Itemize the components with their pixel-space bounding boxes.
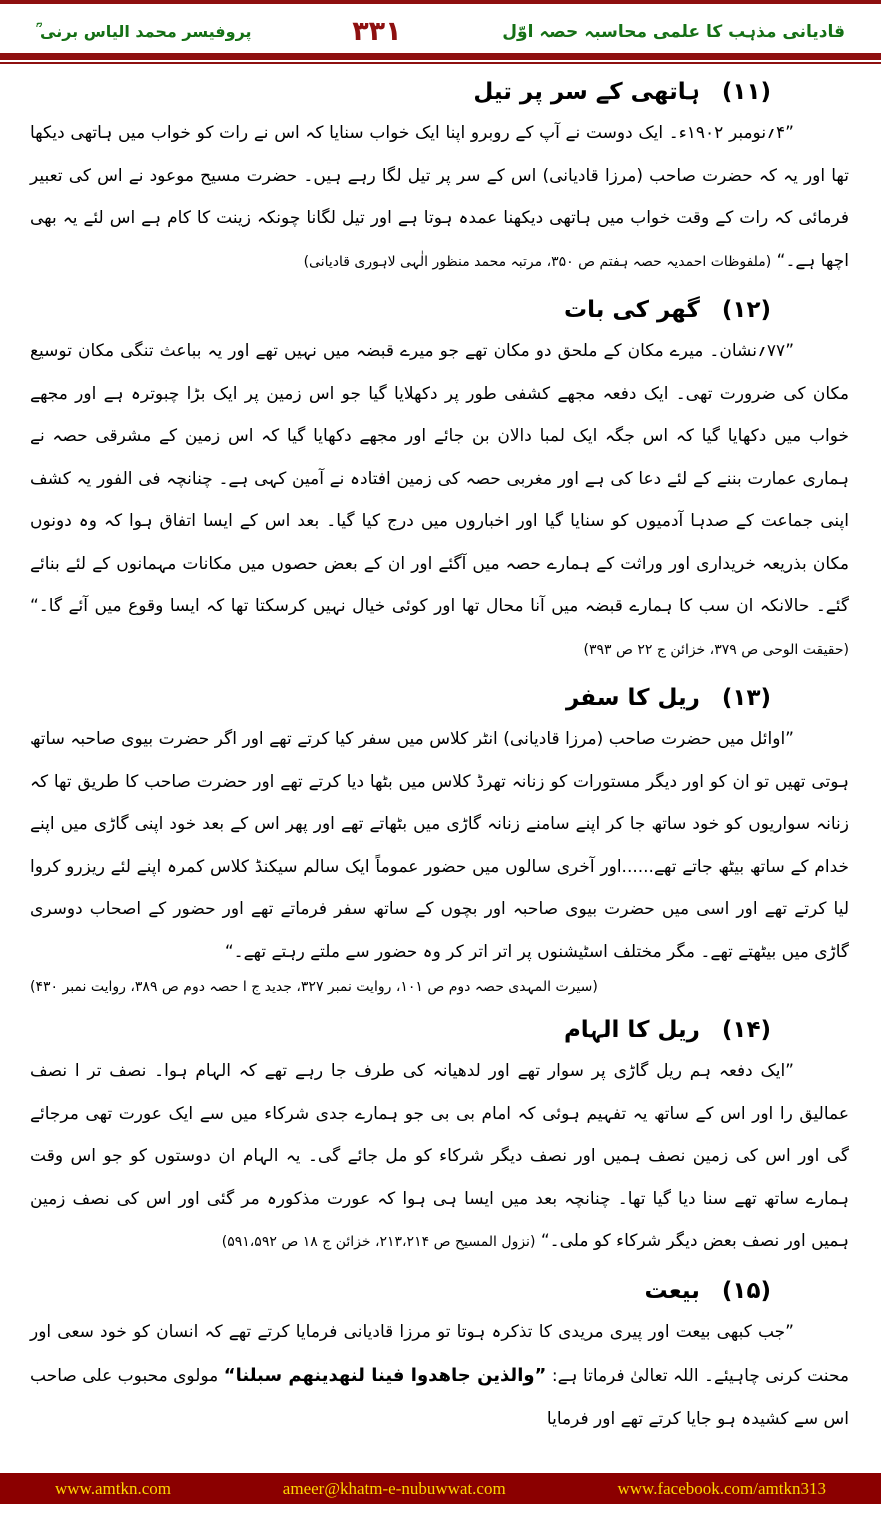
section-body	[30, 112, 849, 282]
section-title: بیعت	[644, 1277, 700, 1304]
book-title: قادیانی مذہب کا علمی محاسبہ حصہ اوّل	[502, 22, 845, 42]
section-number: (۱۴)	[721, 1017, 771, 1044]
section-body	[30, 1311, 849, 1441]
page-header	[0, 4, 881, 51]
section-15-bait	[30, 1278, 849, 1441]
website-link[interactable]: www.amtkn.com	[55, 1478, 171, 1498]
section-heading	[30, 79, 849, 105]
author-name: پروفیسر محمد الیاس برنی ؒ	[36, 21, 252, 41]
section-heading	[30, 1278, 849, 1304]
facebook-link[interactable]: www.facebook.com/amtkn313	[617, 1478, 826, 1498]
page-content	[0, 79, 881, 1441]
quoted-passage: ”جب کبھی بیعت اور پیری مریدی کا تذکرہ ہوتا تو مرزا قادیانی فرمایا کرتے تھے کہ انسان کو خود سعی اور محنت کرنی چاہیئے۔ اللہ تعالیٰ فرماتا ہے:	[30, 1321, 850, 1387]
source-citation: (حقیقت الوحی ص ۳۷۹، خزائن ج ۲۲ ص ۳۹۳)	[583, 641, 849, 658]
quoted-passage-continued: مولوی محبوب علی صاحب اس سے کشیدہ ہو جایا کرتے تھے اور فرمایا	[30, 1366, 849, 1430]
quoted-passage: ”ایک دفعہ ہم ریل گاڑی پر سوار تھے اور لدھیانہ کی طرف جا رہے تھے کہ الہام ہوا۔ نصف تر ا نصف عمالیق را اور اس کے ساتھ یہ تفہیم ہوئی کہ امام بی بی جو ہمارے جدی شرکاء میں سے ایک عورت تھی مرجائے گی اور اس کی زمین نصف ہمیں اور نصف دیگر شرکاء کو مل جائے گی۔ یہ الہام ان دوستوں کو جو اس وقت ہمارے ساتھ تھے سنا دیا گیا تھا۔ چنانچہ بعد میں ایسا ہی ہوا کہ عورت مذکورہ مر گئی اور اس کی نصف زمین ہمیں اور نصف بعض دیگر شرکاء کو ملی۔“	[30, 1061, 849, 1252]
section-12-house-matter	[30, 297, 849, 670]
section-title: گھر کی بات	[563, 297, 700, 323]
section-heading	[30, 685, 849, 711]
section-heading	[30, 297, 849, 323]
header-divider	[0, 53, 881, 64]
section-body	[30, 718, 849, 973]
footer-bar	[0, 1473, 881, 1504]
divider-thick-line	[0, 53, 881, 60]
source-citation: (ملفوظات احمدیہ حصہ ہفتم ص ۳۵۰، مرتبہ محمد منظور الٰہی لاہوری قادیانی)	[303, 253, 772, 270]
quoted-passage: ”۷۷؍نشان۔ میرے مکان کے ملحق دو مکان تھے جو میرے قبضہ میں نہیں تھے اور یہ بباعث تنگی مکان توسیع مکان کی ضرورت تھی۔ ایک دفعہ مجھے کشفی طور پر دکھلایا گیا جو اس زمین پر ایک بڑا چبوترہ ہے اور مجھے خواب میں دکھایا گیا کہ اس جگہ ایک لمبا دالان بن جائے اور مجھے دکھایا گیا کہ اس زمین کے مشرقی حصہ نے ہماری عمارت بننے کے لئے دعا کی ہے اور مغربی حصہ کی زمین افتادہ نے آمین کہی ہے۔ چنانچہ فی الفور یہ کشف اپنی جماعت کے صدہا آدمیوں کو سنایا گیا اور اخباروں میں درج کیا گیا۔ بعد اس کے ایسا اتفاق ہوا کہ وہ دونوں مکان بذریعہ خریداری اور وراثت کے ہمارے حصہ میں آگئے اور ان کے بعض حصوں میں مکانات مہمانوں کے لئے بنائے گئے۔ حالانکہ ان سب کا ہمارے قبضہ میں آنا محال تھا اور کوئی خیال نہیں کرسکتا تھا کہ ایسا وقوع میں آئے گا۔“	[30, 341, 849, 616]
quoted-passage: ”۴؍نومبر ۱۹۰۲ء۔ ایک دوست نے آپ کے روبرو اپنا ایک خواب سنایا کہ اس نے رات کو خواب میں ہاتھی دیکھا تھا اور یہ کہ حضرت صاحب (مرزا قادیانی) اس کے سر پر تیل لگا رہے ہیں۔ حضرت مسیح موعود نے اس کی تعبیر فرمائی کہ رات کے وقت خواب میں ہاتھی دیکھنا عمدہ ہوتا ہے اور تیل لگانا چونکہ زینت کا کام ہے اس لئے یہ بھی اچھا ہے۔“	[30, 123, 849, 271]
source-citation: (سیرت المہدی حصہ دوم ص ۱۰۱، روایت نمبر ۳۲۷، جدید ج ا حصہ دوم ص ۳۸۹، روایت نمبر ۴۳۰)	[30, 979, 598, 995]
section-heading	[30, 1017, 849, 1043]
section-11-elephant-oil	[30, 79, 849, 282]
section-13-rail-journey	[30, 685, 849, 1002]
section-title: ریل کا سفر	[565, 685, 700, 711]
section-title: ریل کا الہام	[563, 1017, 700, 1044]
section-number: (۱۱)	[721, 79, 771, 105]
section-title: ہاتھی کے سر پر تیل	[473, 79, 700, 105]
section-number: (۱۳)	[721, 685, 771, 711]
email-link[interactable]: ameer@khatm-e-nubuwwat.com	[282, 1478, 506, 1498]
source-citation: (نزول المسیح ص ۲۱۳،۲۱۴، خزائن ج ۱۸ ص ۵۹۱،۵۹۲)	[221, 1234, 536, 1251]
divider-thin-line	[0, 62, 881, 64]
quoted-passage: ”اوائل میں حضرت صاحب (مرزا قادیانی) انٹر کلاس میں سفر کیا کرتے تھے اور اگر حضرت بیوی صاحبہ ساتھ ہوتی تھیں تو ان کو اور دیگر مستورات کو زنانہ تھرڈ کلاس میں بٹھا دیا کرتے تھے اور حضرت صاحب کا طریق تھا کہ زنانہ سواریوں کو خود ساتھ جا کر اپنے سامنے زنانہ گاڑی میں بٹھاتے تھے اور پھر اس کے بعد خود اپنی گاڑی میں اپنے خدام کے ساتھ بیٹھ جاتے تھے......اور آخری سالوں میں حضور عموماً ایک سالم سیکنڈ کلاس کمرہ اپنے لئے ریزرو کروا لیا کرتے تھے اور اسی میں حضرت بیوی صاحبہ اور بچوں کے ساتھ سفر فرماتے تھے اور حضور کے اصحاب دوسری گاڑی میں بیٹھتے تھے۔ مگر مختلف اسٹیشنوں پر اتر اتر کر وہ حضور سے ملتے رہتے تھے۔“	[30, 729, 849, 962]
page-number: ۳۳۱	[352, 16, 402, 47]
section-body	[30, 1050, 849, 1263]
quran-verse: ”والذین جاھدوا فینا لنھدینھم سبلنا“	[223, 1365, 547, 1387]
section-14-rail-revelation	[30, 1017, 849, 1263]
section-number: (۱۲)	[721, 297, 771, 323]
section-body	[30, 330, 849, 670]
section-number: (۱۵)	[721, 1277, 771, 1304]
